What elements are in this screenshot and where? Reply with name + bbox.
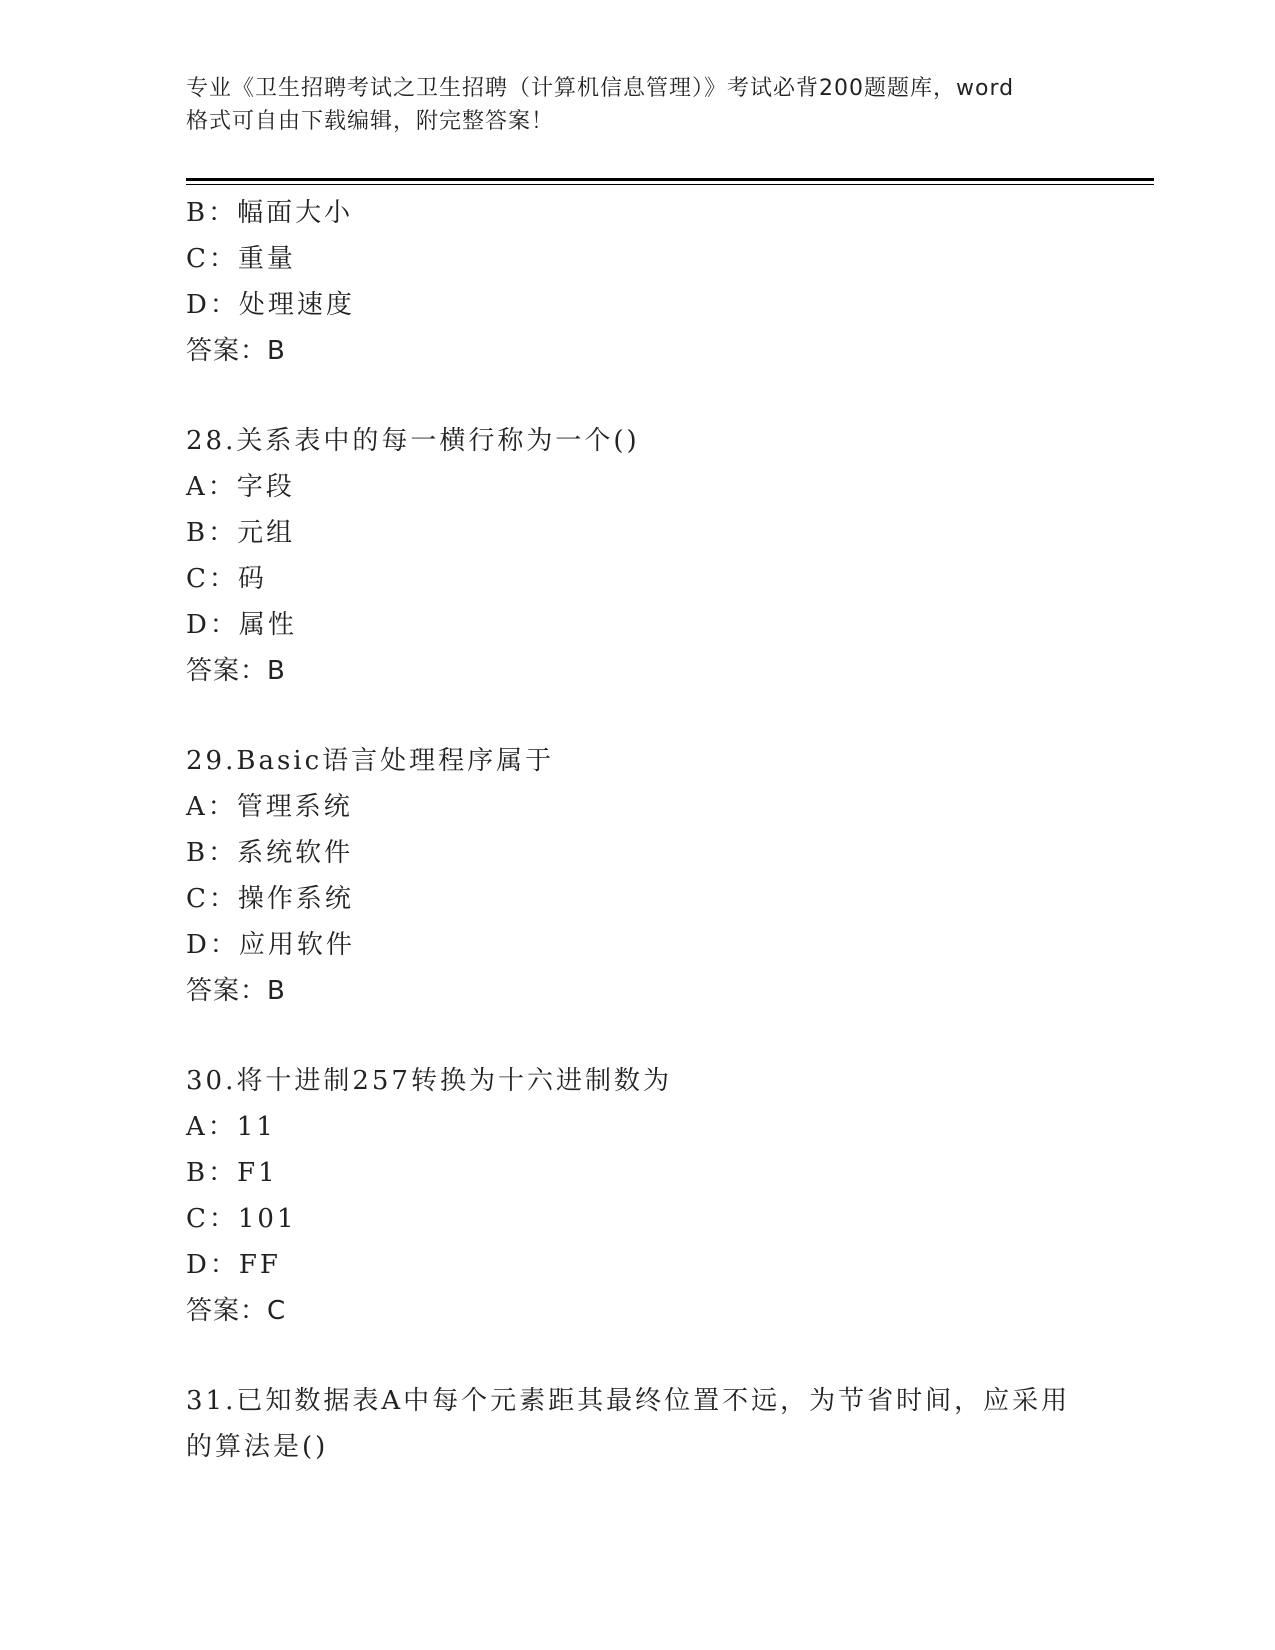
option-b: B：系统软件	[186, 838, 354, 868]
option-a: A：管理系统	[186, 792, 353, 822]
question-title-line-1: 31.已知数据表A中每个元素距其最终位置不远，为节省时间，应采用	[186, 1386, 1071, 1416]
option-b: B：幅面大小	[186, 198, 354, 228]
answer-text: 答案：B	[186, 656, 286, 686]
option-c: C：码	[186, 564, 267, 594]
answer-text: 答案：B	[186, 976, 286, 1006]
question-list	[186, 190, 1086, 1470]
question-title: 29.Basic语言处理程序属于	[186, 746, 555, 776]
option-c: C：101	[186, 1204, 297, 1234]
option-c: C：重量	[186, 244, 296, 274]
spacer	[186, 694, 1086, 738]
header-rule-thick	[186, 178, 1154, 181]
option-c: C：操作系统	[186, 884, 354, 914]
question-28	[186, 418, 1086, 694]
question-title: 30.将十进制257转换为十六进制数为	[186, 1066, 672, 1096]
header-rule-thin	[186, 184, 1154, 185]
option-a: A：11	[186, 1112, 276, 1142]
question-29	[186, 738, 1086, 1014]
question-27-continued	[186, 190, 1086, 374]
spacer	[186, 374, 1086, 418]
option-d: D：属性	[186, 610, 297, 640]
question-30	[186, 1058, 1086, 1334]
option-b: B：F1	[186, 1158, 278, 1188]
spacer	[186, 1334, 1086, 1378]
header-line-1: 专业《卫生招聘考试之卫生招聘（计算机信息管理）》考试必背200题题库，word	[186, 76, 1015, 101]
question-title: 28.关系表中的每一横行称为一个()	[186, 426, 640, 456]
option-d: D：应用软件	[186, 930, 355, 960]
spacer	[186, 1014, 1086, 1058]
answer-text: 答案：C	[186, 1296, 287, 1326]
option-b: B：元组	[186, 518, 296, 548]
header-line-2: 格式可自由下载编辑，附完整答案！	[186, 109, 555, 134]
answer-text: 答案：B	[186, 336, 286, 366]
option-a: A：字段	[186, 472, 295, 502]
option-d: D：处理速度	[186, 290, 355, 320]
option-d: D：FF	[186, 1250, 281, 1280]
question-title-line-2: 的算法是()	[186, 1432, 329, 1462]
document-header	[186, 72, 1086, 138]
question-31	[186, 1378, 1086, 1470]
